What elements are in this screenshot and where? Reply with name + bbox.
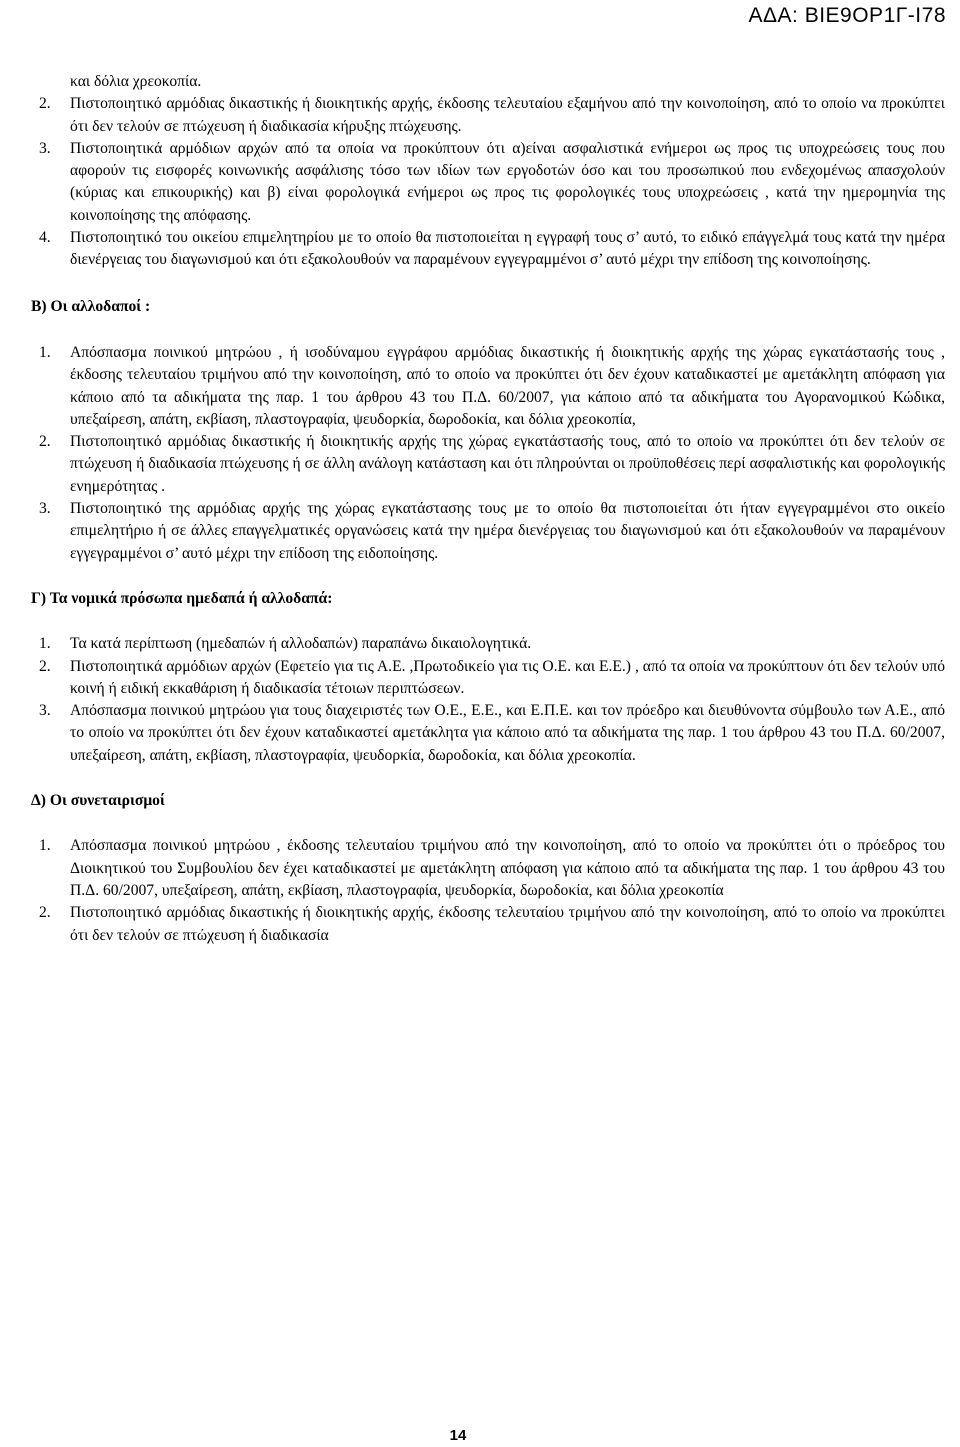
item-number: 1. [39,343,51,361]
item-text: Απόσπασμα ποινικού μητρώου για τους διαχειριστές των Ο.Ε., Ε.Ε., και Ε.Π.Ε. και τον πρόεδρο και διευθύνοντα σύμβουλο των Α.Ε., από το οποίο να προκύπτει ότι δεν έχουν καταδικαστεί αμετάκλητα για κάποιο από τα αδικήματα της παρ. 1 του άρθρου 43 του Π.Δ. 60/2007, υπεξαίρεση, απάτη, εκβίαση, πλαστογραφία, ψευδορκία, δωροδοκία, και δόλια χρεοκοπία. [70,702,945,764]
page-number: 14 [449,1427,467,1444]
list-item [31,902,945,947]
list-item [31,700,945,767]
item-text: Πιστοποιητικά αρμόδιων αρχών (Εφετείο για τις Α.Ε. ,Πρωτοδικείο για τις Ο.Ε. και Ε.Ε.) , από τα οποία να προκύπτουν ότι δεν τελούν υπό κοινή ή ειδική εκκαθάριση ή διαδικασία τέτοιων περιπτώσεων. [70,657,945,697]
section-d-heading: Δ) Οι συνεταιρισμοί [31,792,165,810]
list-item [31,498,945,565]
document-body [31,71,945,947]
item-text: Πιστοποιητικό αρμόδιας δικαστικής ή διοικητικής αρχής της χώρας εγκατάστασής τους, από το οποίο να προκύπτει ότι δεν τελούν σε πτώχευση ή διαδικασία πτώχευσης ή σε άλλη ανάλογη κατάσταση και ότι πληρούνται οι προϋποθέσεις περί ασφαλιστικής και φορολογικής ενημερότητας . [70,433,945,495]
section-g-heading: Γ) Τα νομικά πρόσωπα ημεδαπά ή αλλοδαπά: [31,589,333,607]
list-item [31,227,945,272]
list-item [31,138,945,227]
item-text: Τα κατά περίπτωση (ημεδαπών ή αλλοδαπών) παραπάνω δικαιολογητικά. [70,635,532,653]
item-text: Πιστοποιητικό της αρμόδιας αρχής της χώρας εγκατάστασης τους με το οποίο θα πιστοποιείται ότι ήταν εγγεγραμμένοι στο οικείο επιμελητήριο ή σε άλλες επαγγελματικές οργανώσεις κατά την ημέρα διενέργειας του διαγωνισμού και ότι εξακολουθούν να παραμένουν εγγεγραμμένοι σ’ αυτό μέχρι την επίδοση της ειδοποίησης. [70,500,945,562]
item-text: Πιστοποιητικά αρμόδιων αρχών από τα οποία να προκύπτουν ότι α)είναι ασφαλιστικά ενήμεροι ως προς τις υποχρεώσεις τους που αφορούν τις εισφορές κοινωνικής ασφάλισης τόσο των ιδίων των εργοδοτών όσο και του προσωπικού που ενδεχομένως απασχολούν (κύριας και επικουρικής) και β) είναι φορολογικά ενήμεροι ως προς τις φορολογικές τους υποχρεώσεις , κατά την ημερομηνία της κοινοποίησης της απόφασης. [70,139,945,224]
section-b-heading: Β) Οι αλλοδαποί : [31,297,151,315]
item-text: Απόσπασμα ποινικού μητρώου , έκδοσης τελευταίου τριμήνου από την κοινοποίηση, από το οποίο να προκύπτει ότι ο πρόεδρος του Διοικητικού του Συμβουλίου δεν έχει καταδικαστεί με αμετάκλητη απόφαση για κάποιο από τα αδικήματα της παρ. 1 του άρθρου 43 του Π.Δ. 60/2007, υπεξαίρεση, απάτη, εκβίαση, πλαστογραφία, ψευδορκία, δωροδοκία, και δόλια χρεοκοπία [70,837,945,899]
item-number: 2. [39,95,51,113]
header-document-code: ΑΔΑ: ΒΙΕ9ΟΡ1Γ-Ι78 [748,4,946,27]
item-number: 1. [39,837,51,855]
continuation-text: και δόλια χρεοκοπία. [70,73,202,90]
section-b-list [31,342,945,565]
item-text: Πιστοποιητικό του οικείου επιμελητηρίου με το οποίο θα πιστοποιείται η εγγραφή τους σ’ αυτό, το ειδικό επάγγελμά τους κατά την ημέρα διενέργειας του διαγωνισμού και ότι εξακολουθούν να παραμένουν εγγεγραμμένοι σ’ αυτό μέχρι την επίδοση της κοινοποίησης. [70,229,945,269]
item-number: 2. [39,904,51,922]
item-number: 3. [39,702,51,720]
list-item [31,633,945,655]
item-number: 3. [39,500,51,518]
section-g-list [31,633,945,767]
item-number: 3. [39,139,51,157]
item-number: 2. [39,433,51,451]
item-text: Πιστοποιητικό αρμόδιας δικαστικής ή διοικητικής αρχής, έκδοσης τελευταίου εξαμήνου από την κοινοποίηση, από το οποίο να προκύπτει ότι δεν τελούν σε πτώχευση ή διαδικασία κήρυξης πτώχευσης. [70,95,945,135]
section-d-list [31,835,945,946]
item-text: Πιστοποιητικό αρμόδιας δικαστικής ή διοικητικής αρχής, έκδοσης τελευταίου τριμήνου από την κοινοποίηση, από το οποίο να προκύπτει ότι δεν τελούν σε πτώχευση ή διαδικασία [70,904,945,944]
list-item [31,342,945,431]
list-item [31,835,945,902]
item-number: 1. [39,635,51,653]
item-number: 4. [39,229,51,247]
list-item [31,656,945,701]
list-item [31,93,945,138]
item-text: Απόσπασμα ποινικού μητρώου , ή ισοδύναμου εγγράφου αρμόδιας δικαστικής ή διοικητικής αρχής της χώρας εγκατάστασής τους , έκδοσης τελευταίου τριμήνου από την κοινοποίηση, από το οποίο να προκύπτει ότι δεν έχουν καταδικαστεί με αμετάκλητη απόφαση για κάποιο από τα αδικήματα της παρ. 1 του άρθρου 43 του Π.Δ. 60/2007, για κάποιο από τα αδικήματα του Αγορανομικού Κώδικα, υπεξαίρεση, απάτη, εκβίαση, πλαστογραφία, ψευδορκία, δωροδοκία, και δόλια χρεοκοπία, [70,343,945,428]
list-item [31,431,945,498]
section-a-list [31,93,945,271]
item-number: 2. [39,657,51,675]
